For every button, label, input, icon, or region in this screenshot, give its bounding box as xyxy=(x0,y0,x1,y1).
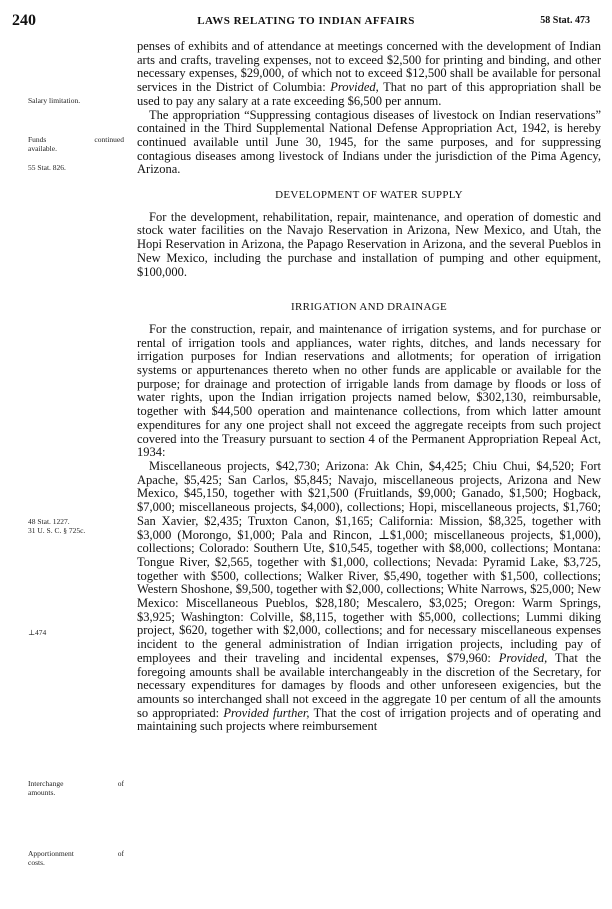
paragraph-projects-end: That the cost of irrigation projects and of operating and maintaining such projects where reimbursement xyxy=(137,705,601,734)
paragraph-water-supply: For the development, rehabilitation, repair, maintenance, and operation of domestic and stock water facilities on the Navajo Reservation in Arizona, New Mexico, and Utah, the Hopi Reservation in Arizona, the Papago Reservation in Arizona, and the several Pueblos in New Mexico, including the purchase and installation of pumping and other equipment, $100,000. xyxy=(137,209,601,279)
section-heading-irrigation: IRRIGATION AND DRAINAGE xyxy=(290,301,447,314)
provided-further-italic: Provided further, xyxy=(223,705,310,720)
margin-note-funds-word1: Funds xyxy=(28,135,47,144)
margin-note-apportionment-word2: of xyxy=(117,849,124,858)
provided-italic-2: Provided, xyxy=(498,650,548,665)
paragraph-exhibits xyxy=(137,40,601,109)
margin-note-interchange-word2: of xyxy=(117,779,124,788)
paragraph-exhibits-text: penses of exhibits and of attendance at meetings concerned with the development of Indian arts and crafts, traveling expenses, not to exceed $2,500 for printing and binding, and other necessary expenses, $29,000, of which not to exceed $12,500 shall be available for personal services in the District of Columbia: xyxy=(137,39,601,95)
page-number: 240 xyxy=(12,12,36,29)
margin-note-55-stat: 55 Stat. 826. xyxy=(28,163,66,172)
margin-note-funds xyxy=(28,135,124,153)
margin-note-salary: Salary limitation. xyxy=(28,96,81,105)
margin-note-31-usc: 31 U. S. C. § 725c. xyxy=(28,526,86,535)
provided-italic: Provided, xyxy=(330,80,379,95)
margin-note-apportionment-word1: Apportionment xyxy=(28,849,74,858)
paragraph-projects xyxy=(137,460,601,734)
page-header xyxy=(0,12,612,32)
margin-note-48-stat: 48 Stat. 1227. xyxy=(28,517,70,526)
paragraph-livestock: The appropriation “Suppressing contagious diseases of livestock on Indian reservations” contained in the Third Supplemental National Defense Appropriation Act, 1942, is hereby continued available until June 30, 1945, for the same purposes, and for suppressing contagious diseases among livestock of Indians under the jurisdiction of the Pima Agency, Arizona. xyxy=(137,107,601,177)
paragraph-irrigation: For the construction, repair, and maintenance of irrigation systems, and for purchase or rental of irrigation tools and appliances, water rights, ditches, and lands necessary for irrigation purposes for Indian reservations and allotments; for operation of irrigation systems or appurtenances thereto when no other funds are applicable or available for the purpose; for drainage and protection of irrigable lands from damage by floods or loss of water rights, upon the Indian irrigation projects named below, $302,130, reimbursable, together with $44,500 operation and maintenance collections, from which latter amount expenditures for any one project shall not exceed the aggregate receipts from such project covered into the Treasury pursuant to section 4 of the Permanent Appropriation Repeal Act, 1934: xyxy=(137,321,601,460)
margin-note-interchange xyxy=(28,779,124,797)
margin-note-funds-word2: continued xyxy=(94,135,124,144)
section-heading-water-supply: DEVELOPMENT OF WATER SUPPLY xyxy=(275,189,463,202)
margin-note-apportionment xyxy=(28,849,124,867)
margin-note-funds-word3: available. xyxy=(28,144,57,153)
statute-reference: 58 Stat. 473 xyxy=(540,15,590,26)
margin-note-page-mark: ⊥474 xyxy=(28,628,47,637)
margin-note-interchange-word1: Interchange xyxy=(28,779,64,788)
paragraph-projects-text: Miscellaneous projects, $42,730; Arizona: Ak Chin, $4,425; Chiu Chui, $4,520; Fort Apache, $5,425; San Carlos, $5,845; Navajo, miscellaneous projects, Arizona and New Mexico, $45,150, together with $21,500 (Fruitlands, $9,000; Ganado, $1,500; Hogback, $7,000; miscellaneous projects, $4,000), collections; Hopi, miscellaneous projects, $1,760; San Xavier, $2,435; Truxton Canon, $1,165; California: Mission, $8,325, together with $3,000 (Morongo, $1,000; Pala and Rincon, ⊥$1,000; miscellaneous projects, $1,000), collections; Colorado: Southern Ute, $10,545, together with $8,000, collections; Montana: Tongue River, $2,565, together with $1,000, collections; Nevada: Pyramid Lake, $3,725, together with $500, collections; Walker River, $5,490, together with $1,500, collections; Western Shoshone, $9,500, together with $2,000, collections; White Narrows, $25,000; New Mexico: Miscellaneous Pueblos, $28,180; Mescalero, $3,025; Oregon: Warm Springs, $3,925; Washington: Colville, $8,115, together with $5,000, collections; Lummi diking project, $620, together with $2,000, collections; and for necessary miscellaneous expenses incident to the general administration of Indian irrigation projects, including pay of employees and their traveling and incidental expenses, $79,960: xyxy=(137,458,601,665)
paragraph-exhibits-end: That no part of this appropriation shall be used to pay any salary at a rate exceeding $6,500 per annum. xyxy=(137,80,602,108)
margin-note-apportionment-word3: costs. xyxy=(28,858,45,867)
running-title: LAWS RELATING TO INDIAN AFFAIRS xyxy=(197,15,415,27)
body-text xyxy=(137,40,601,734)
margin-note-interchange-word3: amounts. xyxy=(28,788,56,797)
paragraph-projects-mid: That the foregoing amounts shall be available interchangeably in the discretion of the Secretary, for necessary expenditures for damages by floods and other unforeseen exigencies, but the amounts so interchanged shall not exceed in the aggregate 10 per centum of all the amounts so appropriated: xyxy=(137,650,601,720)
